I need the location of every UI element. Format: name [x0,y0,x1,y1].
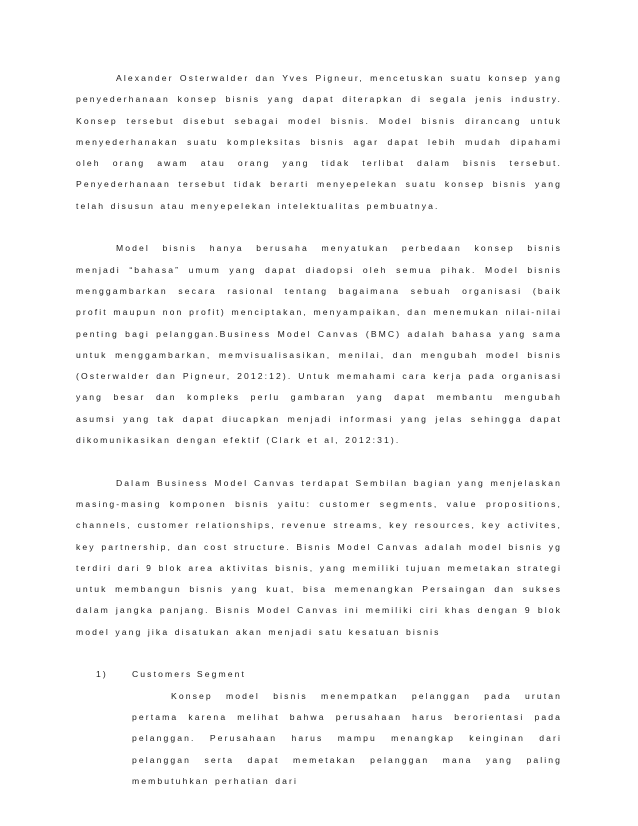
paragraph-business-model-intro: Alexander Osterwalder dan Yves Pigneur, mencetuskan suatu konsep yang penyederhanaan konsep bisnis yang dapat diterapkan di segala jenis industry. Konsep tersebut disebut sebagai model bisnis. Model bisnis dirancang untuk menyederhanakan suatu kompleksitas bisnis agar dapat lebih mudah dipahami oleh orang awam atau orang yang tidak terlibat dalam bisnis tersebut. Penyederhanaan tersebut tidak berarti menyepelekan suatu konsep bisnis yang telah disusun atau menyepelekan intelektualitas pembuatnya. [76,73,562,211]
list-item-body: Konsep model bisnis menempatkan pelanggan pada urutan pertama karena melihat bahwa perusahaan harus berorientasi pada pelanggan. Perusahaan harus mampu menangkap keinginan dari pelanggan serta dapat memetakan pelanggan mana yang paling membutuhkan perhatian dari [132,690,562,786]
paragraph-business-model-canvas: Model bisnis hanya berusaha menyatukan perbedaan konsep bisnis menjadi “bahasa” umum yang dapat diadopsi oleh semua pihak. Model bisnis menggambarkan secara rasional tentang bagaimana sebuah organisasi (baik profit maupun non profit) menciptakan, menyampaikan, dan menemukan nilai-nilai penting bagi pelanggan.Business Model Canvas (BMC) adalah bahasa yang sama untuk menggambarkan, memvisualisasikan, menilai, dan mengubah model bisnis (Osterwalder dan Pigneur, 2012:12). Untuk memahami cara kerja pada organisasi yang besar dan kompleks perlu gambaran yang dapat membantu mengubah asumsi yang tak dapat diucapkan menjadi informasi yang jelas sehingga dapat dikomunikasikan dengan efektif (Clark et al, 2012:31). [76,243,562,446]
numbered-list [96,664,562,792]
list-item-heading [96,664,562,685]
list-item-number: 1) [96,669,108,680]
list-item-title: Customers Segment [132,669,247,680]
paragraph-nine-blocks: Dalam Business Model Canvas terdapat Sembilan bagian yang menjelaskan masing-masing komponen bisnis yaitu: customer segments, value propositions, channels, customer relationships, revenue streams, key resources, key activites, key partnership, dan cost structure. Bisnis Model Canvas adalah model bisnis yg terdiri dari 9 blok area aktivitas bisnis, yang memiliki tujuan memetakan strategi untuk membangun bisnis yang kuat, bisa memenangkan Persaingan dan sukses dalam jangka panjang. Bisnis Model Canvas ini memiliki ciri khas dengan 9 blok model yang jika disatukan akan menjadi satu kesatuan bisnis [76,477,562,637]
